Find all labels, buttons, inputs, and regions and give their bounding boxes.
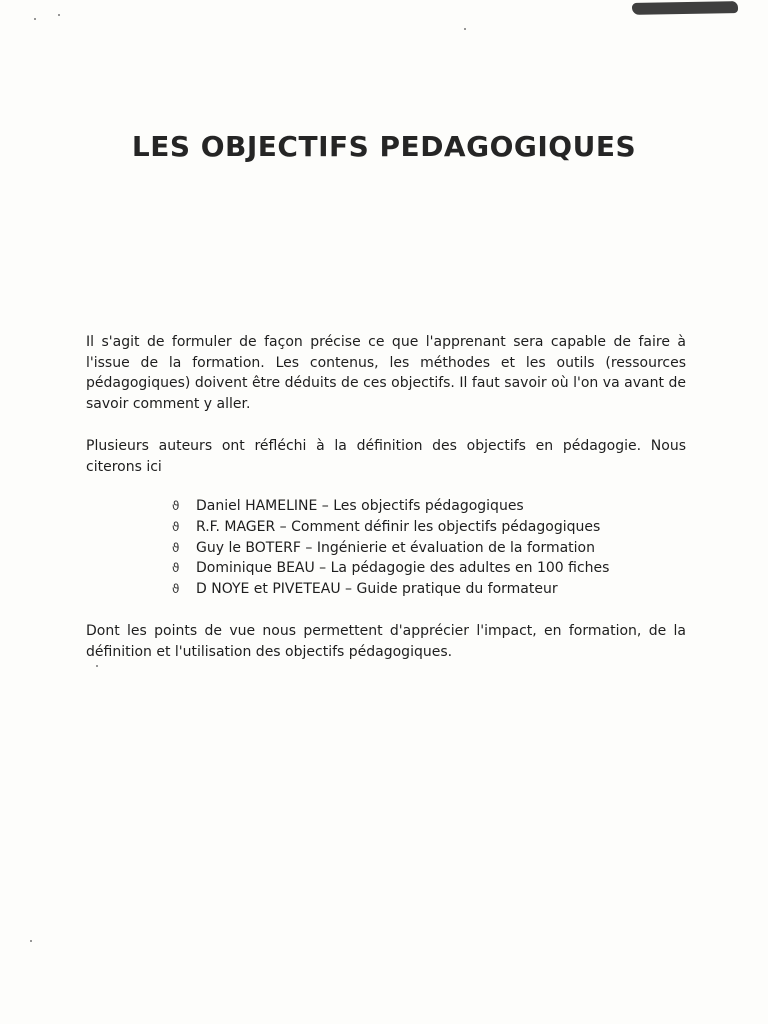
bullet-icon: ϑ — [172, 561, 180, 576]
author-entry: Guy le BOTERF – Ingénierie et évaluation de la formation — [196, 539, 595, 556]
list-item — [172, 517, 609, 538]
authors-intro-paragraph: Plusieurs auteurs ont réfléchi à la définition des objectifs en pédagogie. Nous citerons ici — [86, 438, 686, 475]
scan-speck — [58, 14, 60, 16]
scan-speck — [96, 665, 98, 667]
bullet-icon: ϑ — [172, 540, 180, 555]
list-item — [172, 558, 609, 579]
page-title: LES OBJECTIFS PEDAGOGIQUES — [131, 130, 637, 163]
author-entry: D NOYE et PIVETEAU – Guide pratique du formateur — [196, 581, 558, 598]
scan-speck — [30, 940, 32, 942]
bullet-icon: ϑ — [172, 499, 180, 513]
author-entry: R.F. MAGER – Comment définir les objectifs pédagogiques — [196, 518, 601, 535]
author-list — [172, 496, 609, 600]
bullet-icon: ϑ — [172, 519, 180, 534]
scan-ink-mark — [632, 1, 738, 15]
list-item — [172, 496, 609, 517]
author-entry: Daniel HAMELINE – Les objectifs pédagogiques — [196, 498, 524, 514]
scan-speck — [34, 18, 36, 20]
closing-paragraph: Dont les points de vue nous permettent d'apprécier l'impact, en formation, de la définition et l'utilisation des objectifs pédagogiques. — [86, 623, 686, 660]
scan-speck — [464, 28, 466, 30]
bullet-icon: ϑ — [172, 582, 180, 597]
author-entry: Dominique BEAU – La pédagogie des adultes en 100 fiches — [196, 560, 610, 577]
list-item — [172, 538, 609, 559]
list-item — [172, 579, 609, 600]
intro-paragraph: Il s'agit de formuler de façon précise ce que l'apprenant sera capable de faire à l'issue de la formation. Les contenus, les méthodes et les outils (ressources pédagogiques) doivent être déduits de ces objectifs. Il faut savoir où l'on va avant de savoir comment y aller. — [86, 334, 686, 412]
